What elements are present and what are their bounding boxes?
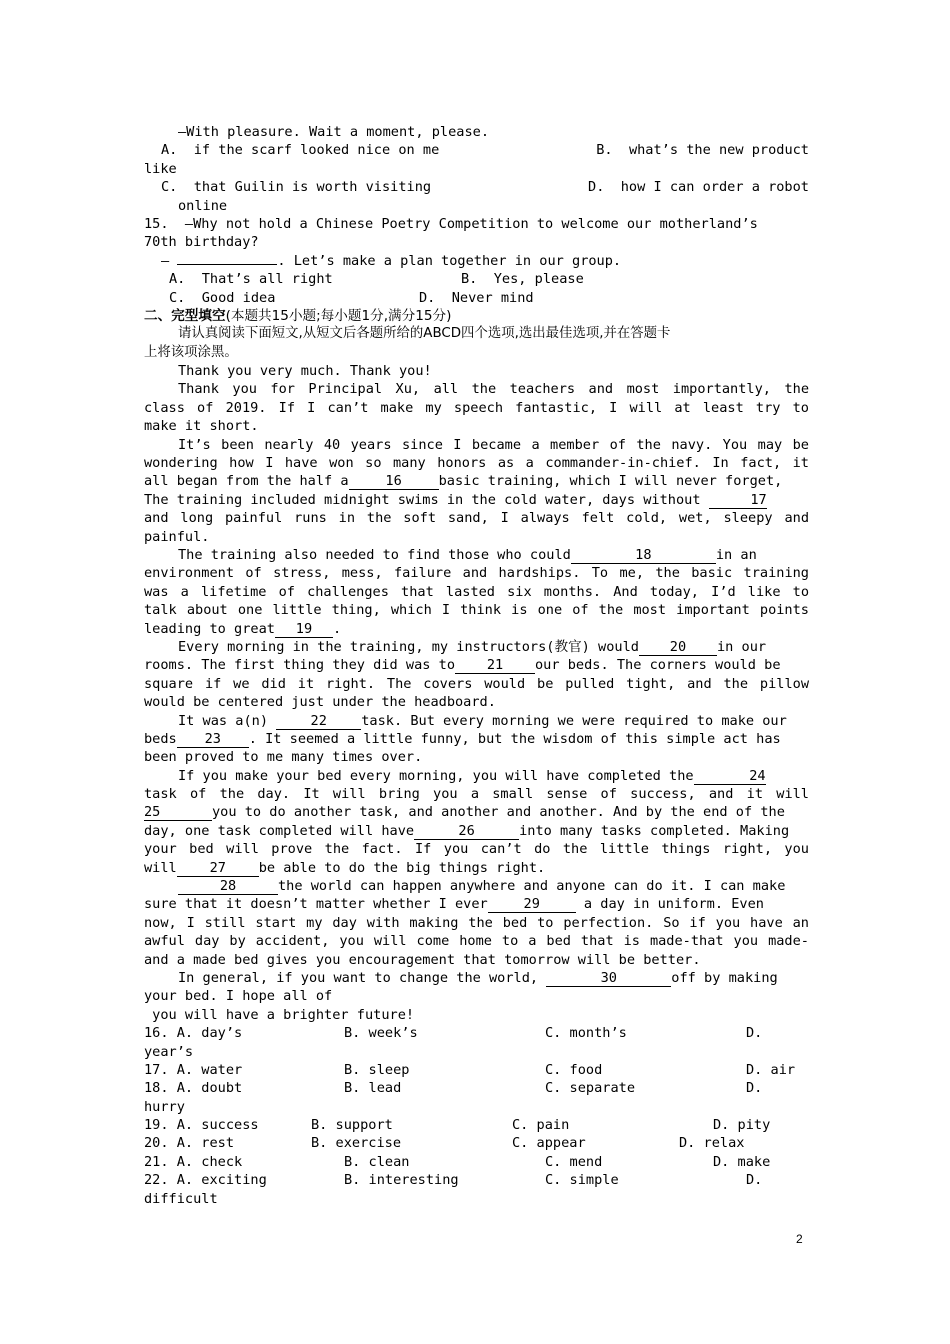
passage-p7-line4 xyxy=(144,822,809,840)
q14-answer-line: —With pleasure. Wait a moment, please. xyxy=(178,124,489,140)
passage-p4-line1 xyxy=(144,546,809,564)
q14-option-d-wrap: online xyxy=(178,197,228,214)
passage-p6-line2 xyxy=(144,730,809,748)
choice-d: D. xyxy=(746,1025,763,1042)
passage-text: Every morning in the training, my instructors(教官) would xyxy=(178,638,639,655)
passage-text: in an xyxy=(715,546,757,563)
passage-text: awful day by accident, you will come home to a bed that is made-that you made- xyxy=(144,933,809,950)
passage-p5-line3 xyxy=(144,675,809,693)
choices-q19 xyxy=(144,1116,809,1134)
blank-19: 19 xyxy=(275,621,333,638)
choice-a: 18. A. doubt xyxy=(144,1080,243,1097)
choice-b: B. interesting xyxy=(344,1172,459,1189)
q15-option-c: C. Good idea xyxy=(169,289,276,306)
passage-text: talk about one little thing, which I think is one of the most important points xyxy=(144,602,809,619)
q15-stem-line1: 15. —Why not hold a Chinese Poetry Competition to welcome our motherland’s xyxy=(144,215,758,232)
passage-text: now, I still start my day with making the bed to perfection. So if you have an xyxy=(144,914,809,931)
passage-text: basic training, which I will never forget, xyxy=(438,473,783,490)
passage-p5-line4: would be centered just under the headboard. xyxy=(144,694,496,711)
choice-b: B. week’s xyxy=(344,1025,418,1042)
blank-25: 25 xyxy=(144,804,212,821)
q15-options-cd xyxy=(144,289,809,307)
blank-29: 29 xyxy=(488,896,576,913)
q15-dash: — xyxy=(161,252,170,269)
passage-p7-line1 xyxy=(144,767,809,785)
passage-text: you to do another task, and another and another. And by the end of the xyxy=(212,804,785,821)
exam-page xyxy=(144,123,809,1208)
passage-text: rooms. The first thing they did was to xyxy=(144,657,455,674)
section-heading xyxy=(144,307,809,325)
choice-c: C. food xyxy=(545,1061,603,1078)
passage-text: off by making xyxy=(671,969,778,986)
choice-d: D. air xyxy=(746,1061,796,1078)
q14-option-b: B. what’s the new product xyxy=(596,142,809,159)
passage-p3-line3 xyxy=(144,472,809,490)
q15-response-line xyxy=(144,252,809,270)
choice-b: B. exercise xyxy=(311,1135,402,1152)
passage-text: It was a(n) xyxy=(178,712,269,729)
passage-text: The training also needed to find those who could xyxy=(178,546,571,563)
passage-p3-line1 xyxy=(144,436,809,454)
choice-d: D. pity xyxy=(713,1117,771,1134)
passage-text: environment of stress, mess, failure and hardships. To me, the basic training xyxy=(144,565,809,582)
passage-p5-line2 xyxy=(144,656,809,674)
choices-q22 xyxy=(144,1171,809,1189)
choice-b: B. support xyxy=(311,1117,393,1134)
passage-p6-line3: been proved to me many times over. xyxy=(144,749,423,766)
choice-q18-d-wrap: hurry xyxy=(144,1098,185,1115)
passage-text: . It seemed a little funny, but the wisdom of this simple act has xyxy=(248,730,781,747)
choice-d: D. relax xyxy=(679,1135,745,1152)
passage-p9-line3: you will have a brighter future! xyxy=(144,1006,415,1023)
choices-q17 xyxy=(144,1061,809,1079)
passage-p5-line1 xyxy=(144,638,809,656)
passage-text: . xyxy=(332,620,342,637)
choices-q18 xyxy=(144,1079,809,1097)
blank-16: 16 xyxy=(349,473,439,490)
blank-26: 26 xyxy=(414,823,519,840)
q14-option-c: C. that Guilin is worth visiting xyxy=(161,179,432,196)
passage-p6-line1 xyxy=(144,712,809,730)
q15-response-text: . Let’s make a plan together in our group. xyxy=(277,252,622,269)
passage-p4-line2 xyxy=(144,564,809,582)
q14-options-ab xyxy=(144,141,809,159)
blank-30: 30 xyxy=(546,970,671,987)
blank-20: 20 xyxy=(639,639,717,656)
blank-17: 17 xyxy=(709,492,767,509)
passage-p7-line6 xyxy=(144,859,809,877)
choices-q21 xyxy=(144,1153,809,1171)
passage-p7-line2 xyxy=(144,785,809,803)
passage-text: into many tasks completed. Making xyxy=(519,822,790,839)
passage-text: your bed will prove the fact. If you can’t do the little things right, you xyxy=(144,841,809,858)
passage-p3-line4 xyxy=(144,491,809,509)
passage-text: square if we did it right. The covers would be pulled tight, and the pillow xyxy=(144,675,809,692)
q15-option-d: D. Never mind xyxy=(419,289,534,306)
blank-23: 23 xyxy=(177,731,249,748)
passage-text: in our xyxy=(716,638,767,655)
passage-text: class of 2019. If I can’t make my speech fantastic, I will at least try to xyxy=(144,399,809,416)
passage-text: will xyxy=(144,859,177,876)
passage-text: leading to great xyxy=(144,620,275,637)
passage-p9-line1 xyxy=(144,969,809,987)
q15-answer-blank xyxy=(177,264,277,265)
passage-p8-line1 xyxy=(144,877,809,895)
passage-p1: Thank you very much. Thank you! xyxy=(178,363,432,380)
passage-p8-line5: and a made bed gives you encouragement that tomorrow will be better. xyxy=(144,951,701,968)
choice-c: C. mend xyxy=(545,1153,603,1170)
q15-options-ab xyxy=(144,270,809,288)
choice-c: C. appear xyxy=(512,1135,586,1152)
passage-p9-line2: your bed. I hope all of xyxy=(144,988,333,1005)
choice-a: 22. A. exciting xyxy=(144,1172,267,1189)
q15-option-b: B. Yes, please xyxy=(461,271,584,288)
choice-c: C. pain xyxy=(512,1117,570,1134)
passage-text: task of the day. It will bring you a small sense of success, and it will xyxy=(144,786,809,803)
choice-c: C. month’s xyxy=(545,1025,627,1042)
choice-d: D. xyxy=(746,1172,763,1189)
passage-p2-line3: make it short. xyxy=(144,418,259,435)
passage-text: a day in uniform. Even xyxy=(575,896,764,913)
section-note: (本题共15小题;每小题1分,满分15分) xyxy=(225,307,452,324)
choice-b: B. clean xyxy=(344,1153,410,1170)
choice-c: C. separate xyxy=(545,1080,636,1097)
q14-option-d: D. how I can order a robot xyxy=(588,179,809,196)
passage-p4-line5 xyxy=(144,620,809,638)
passage-text: beds xyxy=(144,730,177,747)
q15-option-a: A. That’s all right xyxy=(169,271,333,288)
q14-options-cd xyxy=(144,178,809,196)
choice-d: D. make xyxy=(713,1153,771,1170)
choice-c: C. simple xyxy=(545,1172,619,1189)
passage-text: task. But every morning we were required to make our xyxy=(361,712,787,729)
choice-a: 17. A. water xyxy=(144,1061,243,1078)
q14-option-b-wrap: like xyxy=(144,160,177,177)
passage-p3-line6: painful. xyxy=(144,528,210,545)
passage-text: The training included midnight swims in the cold water, days without xyxy=(144,491,701,508)
choice-a: 16. A. day’s xyxy=(144,1025,243,1042)
choice-a: 19. A. success xyxy=(144,1117,259,1134)
passage-p3-line2 xyxy=(144,454,809,472)
passage-p7-line5 xyxy=(144,840,809,858)
choice-b: B. sleep xyxy=(344,1061,410,1078)
passage-p3-line5 xyxy=(144,509,809,527)
passage-text: Thank you for Principal Xu, all the teachers and most importantly, the xyxy=(178,381,809,398)
passage-p7-line3 xyxy=(144,803,809,821)
passage-p2-line1 xyxy=(144,380,809,398)
passage-p4-line4 xyxy=(144,601,809,619)
passage-text: day, one task completed will have xyxy=(144,822,415,839)
passage-text: all began from the half a xyxy=(144,473,349,490)
blank-18: 18 xyxy=(571,547,716,564)
passage-text: If you make your bed every morning, you will have completed the xyxy=(178,767,694,784)
passage-p8-line4 xyxy=(144,932,809,950)
choice-q16-d-wrap: year’s xyxy=(144,1043,194,1060)
q14-option-a: A. if the scarf looked nice on me xyxy=(161,142,440,159)
choice-a: 21. A. check xyxy=(144,1153,243,1170)
choices-q20 xyxy=(144,1134,809,1152)
section-instruction-line2: 上将该项涂黑。 xyxy=(144,344,238,360)
blank-22: 22 xyxy=(276,713,361,730)
passage-text: sure that it doesn’t matter whether I ever xyxy=(144,896,488,913)
passage-p2-line2 xyxy=(144,399,809,417)
blank-28: 28 xyxy=(178,878,278,895)
passage-p8-line2 xyxy=(144,895,809,913)
choice-d: D. xyxy=(746,1080,763,1097)
passage-p4-line3 xyxy=(144,583,809,601)
passage-text: and long painful runs in the soft sand, I always felt cold, wet, sleepy and xyxy=(144,510,809,527)
blank-24: 24 xyxy=(694,768,766,785)
passage-p8-line3 xyxy=(144,914,809,932)
passage-text: In general, if you want to change the world, xyxy=(178,969,539,986)
passage-text: our beds. The corners would be xyxy=(535,657,781,674)
section-instruction-line1: 请认真阅读下面短文,从短文后各题所给的ABCD四个选项,选出最佳选项,并在答题卡 xyxy=(178,326,671,342)
passage-text: the world can happen anywhere and anyone can do it. I can make xyxy=(278,878,786,895)
passage-text: It’s been nearly 40 years since I became a member of the navy. You may be xyxy=(178,436,809,453)
passage-text: wondering how I have won so many honors as a commander-in-chief. In fact, it xyxy=(144,455,809,472)
choice-q22-d-wrap: difficult xyxy=(144,1190,218,1207)
passage-text: be able to do the big things right. xyxy=(258,859,546,876)
section-title: 二、完型填空 xyxy=(144,307,226,324)
q15-stem-line2: 70th birthday? xyxy=(144,234,259,251)
choices-q16 xyxy=(144,1024,809,1042)
choice-a: 20. A. rest xyxy=(144,1135,235,1152)
page-number: 2 xyxy=(796,1232,803,1246)
passage-text: was a lifetime of challenges that lasted six months. And today, I’d like to xyxy=(144,583,809,600)
blank-21: 21 xyxy=(455,657,535,674)
blank-27: 27 xyxy=(177,860,259,877)
choice-b: B. lead xyxy=(344,1080,402,1097)
